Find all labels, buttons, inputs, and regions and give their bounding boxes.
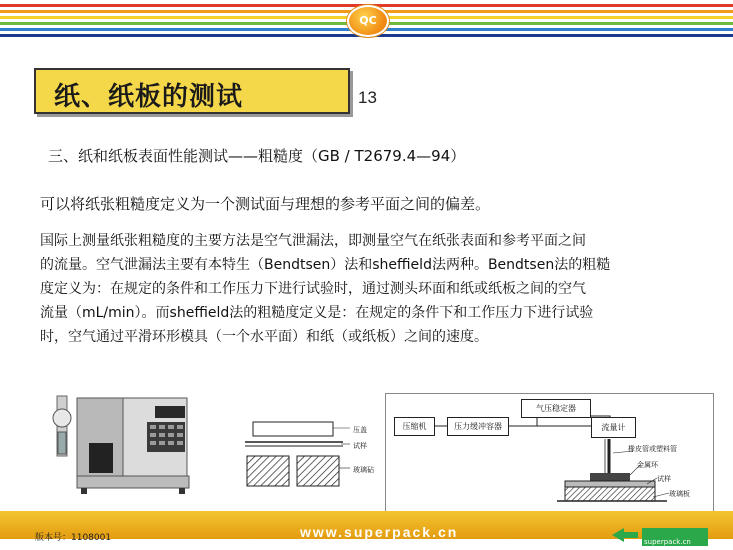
label-rubber-tube: 橡皮管或塑料管 — [628, 445, 677, 453]
box-compressor: 压缩机 — [394, 417, 435, 436]
slide-title: 纸、纸板的测试 — [54, 82, 244, 112]
label-glass-plate: 玻璃板 — [669, 490, 690, 498]
definition-text: 可以将纸张粗糙度定义为一个测试面与理想的参考平面之间的偏差。 — [40, 195, 491, 213]
version-label: 版本号：1108001 — [35, 533, 112, 543]
green-arrow-icon — [612, 528, 638, 542]
brand-small-text: superpack.cn — [644, 538, 691, 546]
body-paragraph — [40, 229, 670, 349]
page-number: 13 — [358, 88, 377, 107]
label-specimen: 试样 — [353, 442, 367, 450]
box-pressure-buffer: 压力缓冲容器 — [447, 417, 509, 436]
label-press-cover: 压盖 — [353, 426, 367, 434]
bekk-tester-illustration — [37, 388, 232, 510]
body-line: 流量（mL/min）。而sheffield法的粗糙度定义是：在规定的条件下和工作压力下进行试验 — [40, 305, 594, 321]
label-metal-ring: 金属环 — [637, 461, 658, 469]
body-line: 度定义为：在规定的条件和工作压力下进行试验时，通过测头环面和纸或纸板之间的空气 — [40, 281, 586, 297]
label-specimen-3: 试样 — [657, 475, 671, 483]
box-flowmeter: 流量计 — [591, 417, 636, 438]
box-pressure-stabilizer: 气压稳定器 — [521, 399, 591, 418]
body-line: 国际上测量纸张粗糙度的主要方法是空气泄漏法，即测量空气在纸张表面和参考平面之间 — [40, 233, 586, 249]
body-line: 的流量。空气泄漏法主要有本特生（Bendtsen）法和sheffield法两种。Bendtsen法的粗糙 — [40, 257, 611, 273]
body-line: 时，空气通过平滑环形模具（一个水平面）和纸（或纸板）之间的速度。 — [40, 329, 488, 345]
footer-url: www.superpack.cn — [300, 524, 459, 540]
section-heading: 三、纸和纸板表面性能测试——粗糙度（GB / T2679.4—94） — [48, 147, 466, 165]
label-glass-anvil: 玻璃砧 — [353, 466, 374, 474]
qc-logo: QC — [347, 5, 389, 37]
